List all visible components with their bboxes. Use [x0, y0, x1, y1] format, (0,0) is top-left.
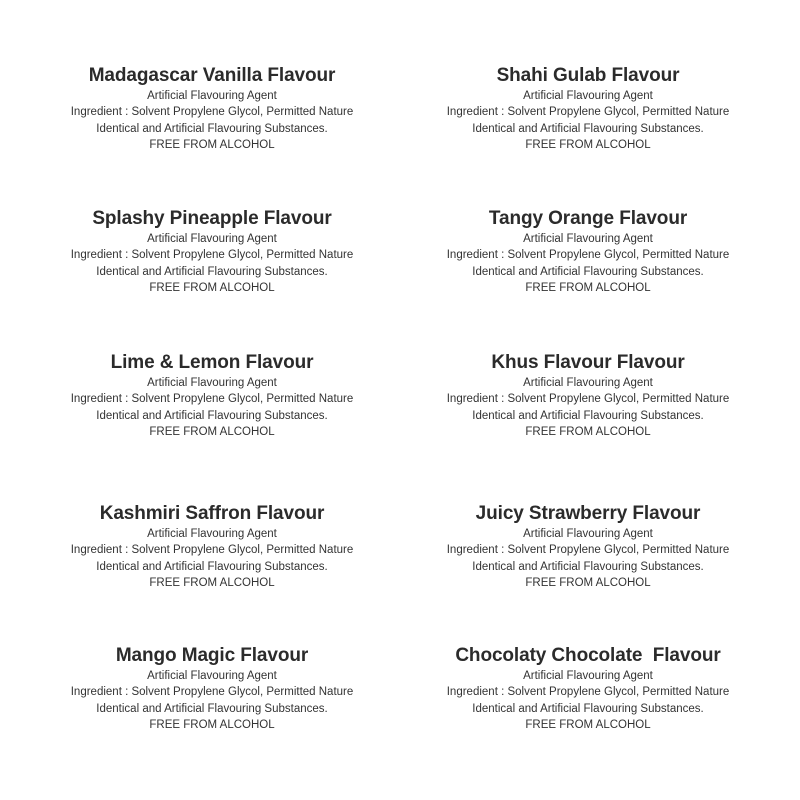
flavour-label-tangy-orange [408, 207, 768, 297]
ingredient-line-1: Ingredient : Solvent Propylene Glycol, Permitted Nature [446, 686, 730, 699]
flavour-type: Artificial Flavouring Agent [147, 528, 277, 540]
ingredient-line-2: Identical and Artificial Flavouring Substances. [96, 265, 328, 278]
ingredient-line-1: Ingredient : Solvent Propylene Glycol, Permitted Nature [70, 544, 354, 557]
alcohol-note: FREE FROM ALCOHOL [525, 719, 651, 732]
alcohol-note: FREE FROM ALCOHOL [149, 426, 275, 439]
ingredient-line-2: Identical and Artificial Flavouring Substances. [96, 560, 328, 573]
flavour-type: Artificial Flavouring Agent [147, 670, 277, 682]
flavour-title: Kashmiri Saffron Flavour [99, 503, 325, 524]
flavour-title: Shahi Gulab Flavour [496, 65, 680, 86]
flavour-label-mango-magic [32, 644, 392, 734]
flavour-title: Splashy Pineapple Flavour [92, 208, 332, 229]
ingredient-line-1: Ingredient : Solvent Propylene Glycol, Permitted Nature [70, 393, 354, 406]
ingredient-line-1: Ingredient : Solvent Propylene Glycol, Permitted Nature [446, 106, 730, 119]
flavour-type: Artificial Flavouring Agent [523, 528, 653, 540]
flavour-label-juicy-strawberry [408, 502, 768, 592]
flavour-type: Artificial Flavouring Agent [147, 377, 277, 389]
flavour-title: Lime & Lemon Flavour [110, 352, 314, 373]
flavour-type: Artificial Flavouring Agent [147, 233, 277, 245]
ingredient-line-1: Ingredient : Solvent Propylene Glycol, Permitted Nature [446, 249, 730, 262]
ingredient-line-1: Ingredient : Solvent Propylene Glycol, Permitted Nature [446, 544, 730, 557]
ingredient-line-2: Identical and Artificial Flavouring Substances. [472, 702, 704, 715]
ingredient-line-1: Ingredient : Solvent Propylene Glycol, Permitted Nature [446, 393, 730, 406]
ingredient-line-1: Ingredient : Solvent Propylene Glycol, Permitted Nature [70, 106, 354, 119]
flavour-title: Khus Flavour Flavour [491, 352, 685, 373]
alcohol-note: FREE FROM ALCOHOL [525, 577, 651, 590]
alcohol-note: FREE FROM ALCOHOL [149, 577, 275, 590]
flavour-label-chocolaty-chocolate [408, 644, 768, 734]
flavour-label-kashmiri-saffron [32, 502, 392, 592]
ingredient-line-1: Ingredient : Solvent Propylene Glycol, Permitted Nature [70, 249, 354, 262]
flavour-type: Artificial Flavouring Agent [523, 670, 653, 682]
flavour-type: Artificial Flavouring Agent [523, 90, 653, 102]
ingredient-line-2: Identical and Artificial Flavouring Substances. [472, 265, 704, 278]
alcohol-note: FREE FROM ALCOHOL [149, 282, 275, 295]
flavour-title: Mango Magic Flavour [115, 645, 309, 666]
ingredient-line-2: Identical and Artificial Flavouring Substances. [96, 409, 328, 422]
alcohol-note: FREE FROM ALCOHOL [525, 139, 651, 152]
flavour-label-shahi-gulab [408, 64, 768, 154]
ingredient-line-2: Identical and Artificial Flavouring Substances. [96, 702, 328, 715]
alcohol-note: FREE FROM ALCOHOL [149, 139, 275, 152]
ingredient-line-1: Ingredient : Solvent Propylene Glycol, Permitted Nature [70, 686, 354, 699]
flavour-label-splashy-pineapple [32, 207, 392, 297]
flavour-title: Madagascar Vanilla Flavour [88, 65, 336, 86]
flavour-type: Artificial Flavouring Agent [523, 233, 653, 245]
ingredient-line-2: Identical and Artificial Flavouring Substances. [96, 122, 328, 135]
flavour-label-khus [408, 351, 768, 441]
flavour-title: Juicy Strawberry Flavour [475, 503, 701, 524]
flavour-label-madagascar-vanilla [32, 64, 392, 154]
alcohol-note: FREE FROM ALCOHOL [525, 426, 651, 439]
flavour-title: Tangy Orange Flavour [488, 208, 688, 229]
ingredient-line-2: Identical and Artificial Flavouring Substances. [472, 122, 704, 135]
flavour-title: Chocolaty Chocolate Flavour [455, 645, 721, 666]
flavour-type: Artificial Flavouring Agent [523, 377, 653, 389]
ingredient-line-2: Identical and Artificial Flavouring Substances. [472, 409, 704, 422]
alcohol-note: FREE FROM ALCOHOL [149, 719, 275, 732]
flavour-label-lime-lemon [32, 351, 392, 441]
flavour-type: Artificial Flavouring Agent [147, 90, 277, 102]
alcohol-note: FREE FROM ALCOHOL [525, 282, 651, 295]
ingredient-line-2: Identical and Artificial Flavouring Substances. [472, 560, 704, 573]
